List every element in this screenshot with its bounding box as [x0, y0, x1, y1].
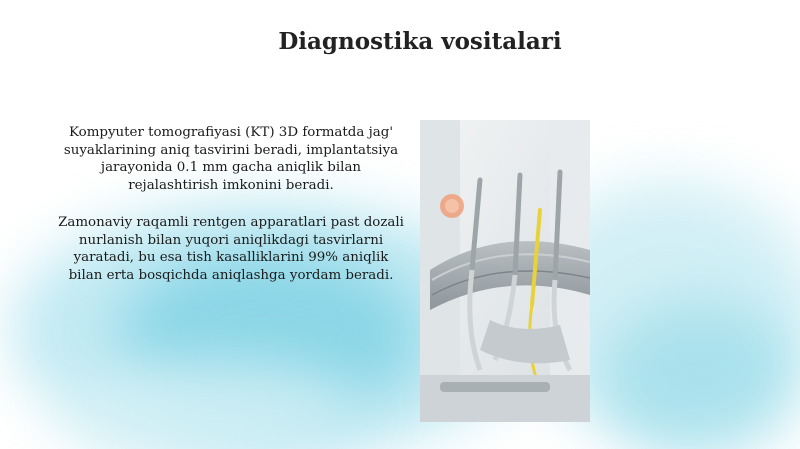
- dental-unit-illustration: [420, 120, 590, 422]
- slide-title: Diagnostika vositalari: [278, 28, 562, 55]
- text-column: [55, 124, 407, 304]
- dental-equipment-photo: [420, 120, 590, 422]
- paragraph-xray: Zamonaviy raqamli rentgen apparatlari past dozali nurlanish bilan yuqori aniqlikdagi tasvirlarni yaratadi, bu esa tish kasalliklarini 99% aniqlik bilan erta bosqichda aniqlashga yordam beradi.: [58, 215, 404, 283]
- watercolor-wash: [60, 360, 360, 449]
- paragraph-ct: Kompyuter tomografiyasi (KT) 3D formatda jag' suyaklarining aniq tasvirini beradi, implantatsiya jarayonida 0.1 mm gacha aniqlik bilan rejalashtirish imkonini beradi.: [63, 125, 399, 193]
- watercolor-wash: [600, 300, 800, 449]
